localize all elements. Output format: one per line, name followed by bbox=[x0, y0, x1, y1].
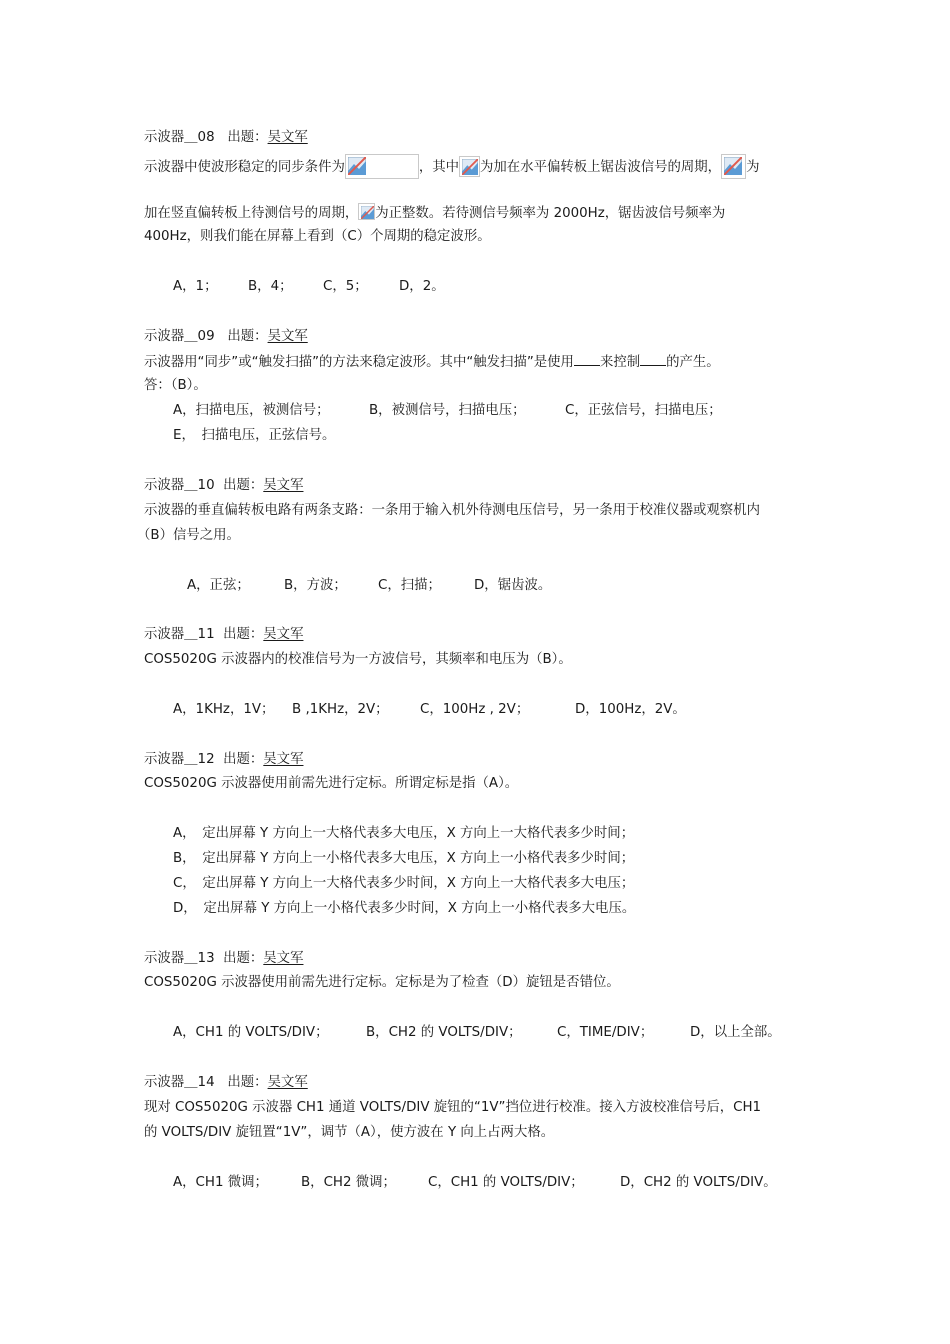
option-a: A，1； bbox=[173, 279, 218, 294]
author-link[interactable]: 吴文军 bbox=[263, 478, 304, 493]
option-d: D，100Hz，2V。 bbox=[575, 702, 686, 717]
option-a: A，扫描电压，被测信号； bbox=[173, 403, 330, 418]
question-header-13: 示波器＿13 出题：吴文军 bbox=[144, 951, 304, 966]
q13-line-1: COS5020G 示波器使用前需先进行定标。定标是为了检查（D）旋钮是否错位。 bbox=[144, 975, 620, 990]
option-c: C，CH1 的 VOLTS/DIV； bbox=[428, 1175, 584, 1190]
q14-line-2: 的 VOLTS/DIV 旋钮置“1V”，调节（A），使方波在 Y 向上占两大格。 bbox=[144, 1125, 555, 1140]
option-c: C，扫描； bbox=[378, 578, 441, 593]
author-link[interactable]: 吴文军 bbox=[267, 329, 308, 344]
question-header-08: 示波器＿08 出题：吴文军 bbox=[144, 130, 308, 145]
option-b: B， 定出屏幕 Y 方向上一小格代表多大电压，X 方向上一小格代表多少时间； bbox=[173, 851, 635, 866]
q09-answer: 答：（B）。 bbox=[144, 378, 207, 393]
option-a: A，CH1 的 VOLTS/DIV； bbox=[173, 1025, 329, 1040]
q10-line-2: （B）信号之用。 bbox=[137, 528, 240, 543]
broken-image-icon bbox=[358, 203, 375, 220]
option-b: B，CH2 的 VOLTS/DIV； bbox=[366, 1025, 522, 1040]
author-link[interactable]: 吴文军 bbox=[263, 752, 304, 767]
option-d: D，2。 bbox=[399, 279, 445, 294]
option-b: B，被测信号，扫描电压； bbox=[369, 403, 526, 418]
option-d: D， 定出屏幕 Y 方向上一小格代表多少时间，X 方向上一小格代表多大电压。 bbox=[173, 901, 636, 916]
option-c: C，正弦信号，扫描电压； bbox=[565, 403, 722, 418]
q08-line-1: 示波器中使波形稳定的同步条件为 ，其中 为加在水平偏转板上锯齿波信号的周期， 为 bbox=[144, 154, 759, 179]
question-header-10: 示波器＿10 出题：吴文军 bbox=[144, 478, 304, 493]
option-c: C，100Hz , 2V； bbox=[420, 702, 530, 717]
question-header-12: 示波器＿12 出题：吴文军 bbox=[144, 752, 304, 767]
option-d: D，锯齿波。 bbox=[474, 578, 552, 593]
fill-blank bbox=[640, 353, 666, 366]
q12-line-1: COS5020G 示波器使用前需先进行定标。所谓定标是指（A）。 bbox=[144, 776, 519, 791]
option-a: A，1KHz，1V； bbox=[173, 702, 275, 717]
option-e: E， 扫描电压，正弦信号。 bbox=[173, 428, 336, 443]
option-b: B ,1KHz，2V； bbox=[292, 702, 389, 717]
option-c: C，TIME/DIV； bbox=[557, 1025, 654, 1040]
question-header-14: 示波器＿14 出题：吴文军 bbox=[144, 1075, 308, 1090]
q09-line-1: 示波器用“同步”或“触发扫描”的方法来稳定波形。其中“触发扫描”是使用 来控制 的产生。 bbox=[144, 355, 720, 370]
option-a: A，CH1 微调； bbox=[173, 1175, 268, 1190]
option-d: D，以上全部。 bbox=[690, 1025, 781, 1040]
fill-blank bbox=[574, 353, 600, 366]
question-header-09: 示波器＿09 出题：吴文军 bbox=[144, 329, 308, 344]
q11-line-1: COS5020G 示波器内的校准信号为一方波信号，其频率和电压为（B）。 bbox=[144, 652, 572, 667]
author-link[interactable]: 吴文军 bbox=[263, 951, 304, 966]
broken-image-icon bbox=[345, 154, 419, 179]
author-link[interactable]: 吴文军 bbox=[263, 627, 304, 642]
option-b: B，4； bbox=[248, 279, 293, 294]
q10-line-1: 示波器的垂直偏转板电路有两条支路：一条用于输入机外待测电压信号，另一条用于校准仪器或观察机内 bbox=[144, 503, 760, 518]
option-b: B，方波； bbox=[284, 578, 347, 593]
author-link[interactable]: 吴文军 bbox=[267, 130, 308, 145]
option-d: D，CH2 的 VOLTS/DIV。 bbox=[620, 1175, 777, 1190]
q08-line-2: 加在竖直偏转板上待测信号的周期， 为正整数。若待测信号频率为 2000Hz，锯齿波信号频率为 bbox=[144, 203, 725, 223]
option-c: C，5； bbox=[323, 279, 368, 294]
q14-line-1: 现对 COS5020G 示波器 CH1 通道 VOLTS/DIV 旋钮的“1V”挡位进行校准。接入方波校准信号后，CH1 bbox=[144, 1100, 762, 1115]
option-b: B，CH2 微调； bbox=[301, 1175, 396, 1190]
broken-image-icon bbox=[721, 154, 746, 179]
author-link[interactable]: 吴文军 bbox=[267, 1075, 308, 1090]
question-header-11: 示波器＿11 出题：吴文军 bbox=[144, 627, 304, 642]
option-a: A，正弦； bbox=[187, 578, 250, 593]
option-a: A， 定出屏幕 Y 方向上一大格代表多大电压，X 方向上一大格代表多少时间； bbox=[173, 826, 635, 841]
option-c: C， 定出屏幕 Y 方向上一大格代表多少时间，X 方向上一大格代表多大电压； bbox=[173, 876, 635, 891]
broken-image-icon bbox=[459, 156, 480, 177]
q08-line-3: 400Hz，则我们能在屏幕上看到（C）个周期的稳定波形。 bbox=[144, 229, 491, 244]
